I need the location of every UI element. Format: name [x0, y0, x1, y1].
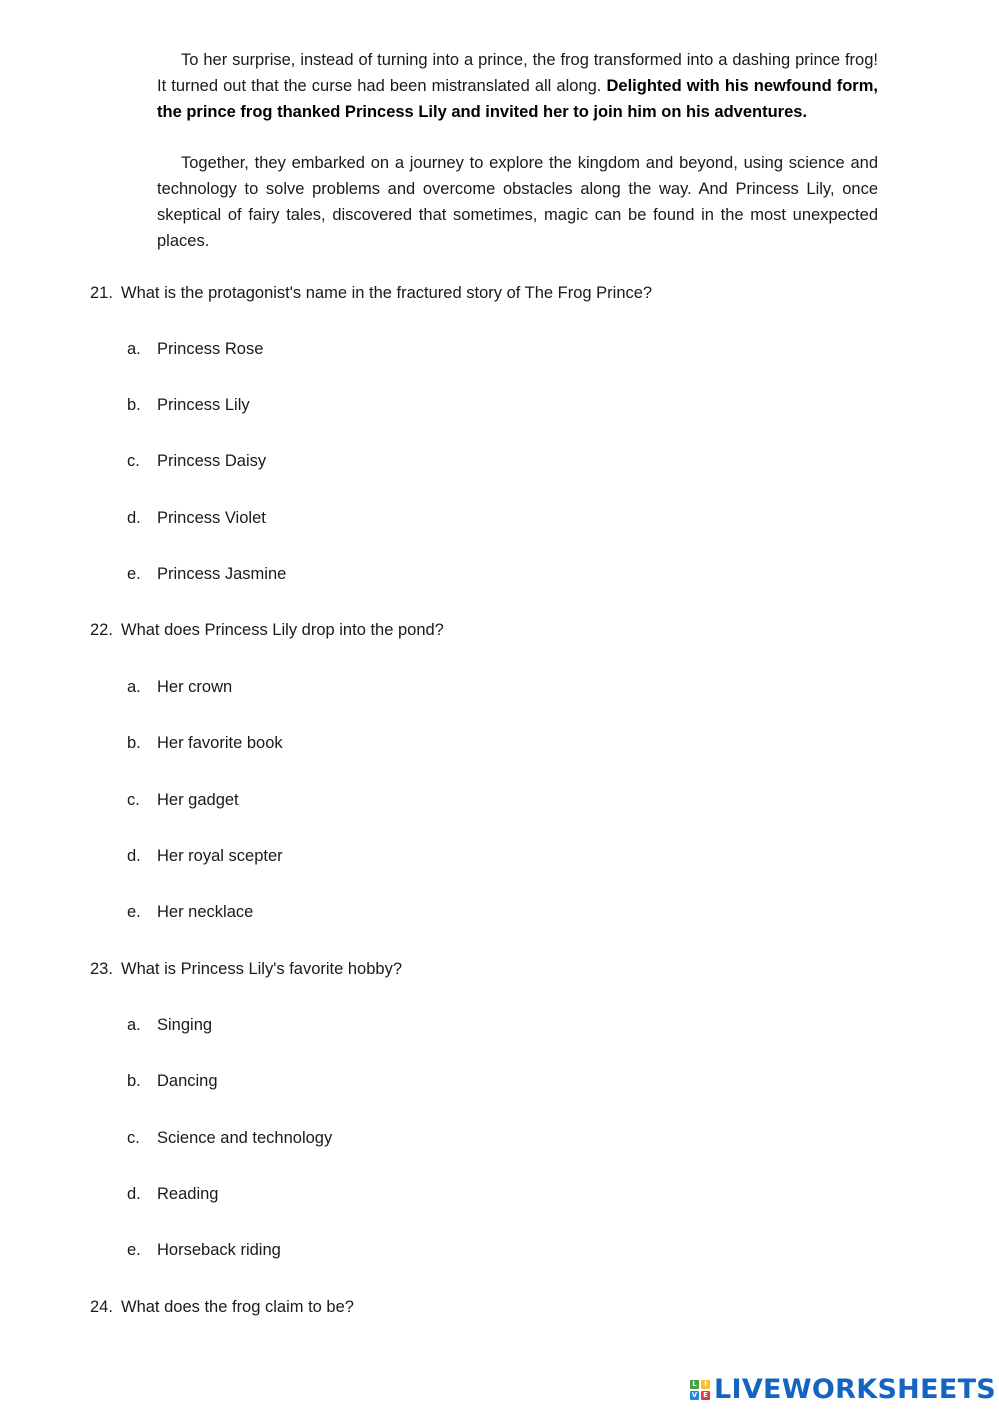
option-text: Her royal scepter [157, 847, 283, 865]
option-letter: d. [127, 509, 141, 527]
story-paragraph-1-bold: Delighted with his newfound form, the prince frog thanked Princess Lily and invited her to join him on his adventures. [157, 77, 878, 121]
option-letter: a. [127, 678, 141, 696]
option-text: Princess Jasmine [157, 565, 287, 583]
q22-option-e[interactable] [127, 901, 253, 923]
option-text: Her necklace [157, 903, 254, 921]
option-letter: b. [127, 734, 141, 752]
logo-letter-l: L [690, 1380, 699, 1389]
q21-option-e[interactable] [127, 563, 286, 585]
logo-letter-v: V [691, 1391, 698, 1399]
option-text: Princess Daisy [157, 452, 267, 470]
option-text: Horseback riding [157, 1241, 281, 1259]
option-text: Science and technology [157, 1129, 333, 1147]
question-23 [90, 958, 402, 980]
option-letter: c. [127, 1129, 140, 1147]
logo-letter-e: E [701, 1391, 710, 1400]
option-text: Singing [157, 1016, 213, 1034]
logo-letter-i: I [701, 1380, 710, 1389]
question-text: What does Princess Lily drop into the pond? [121, 621, 444, 639]
question-number: 23. [90, 960, 113, 978]
option-letter: d. [127, 1185, 141, 1203]
q21-option-d[interactable] [127, 507, 266, 529]
option-letter: c. [127, 791, 140, 809]
brand-name: LIVEWORKSHEETS [714, 1374, 997, 1405]
story-paragraph-1 [157, 47, 878, 125]
q21-option-c[interactable] [127, 450, 266, 472]
option-text: Her crown [157, 678, 233, 696]
story-paragraph-1-text: To her surprise, instead of turning into a prince, the frog transformed into a dashing prince frog! It turned out that the curse had been mistranslated all along. [157, 51, 878, 95]
q22-option-d[interactable] [127, 845, 283, 867]
option-text: Princess Rose [157, 340, 264, 358]
q23-option-d[interactable] [127, 1183, 218, 1205]
question-number: 21. [90, 284, 113, 302]
option-letter: b. [127, 396, 141, 414]
option-text: Reading [157, 1185, 219, 1203]
question-24 [90, 1296, 354, 1318]
liveworksheets-logo-icon [690, 1380, 710, 1400]
question-number: 22. [90, 621, 113, 639]
question-number: 24. [90, 1298, 113, 1316]
q23-option-c[interactable] [127, 1127, 332, 1149]
question-text: What does the frog claim to be? [121, 1298, 354, 1316]
option-text: Princess Lily [157, 396, 250, 414]
q23-option-e[interactable] [127, 1239, 281, 1261]
liveworksheets-brand [690, 1374, 996, 1406]
option-letter: a. [127, 1016, 141, 1034]
q21-option-b[interactable] [127, 394, 250, 416]
option-text: Her favorite book [157, 734, 283, 752]
option-letter: e. [127, 1241, 141, 1259]
q23-option-a[interactable] [127, 1014, 212, 1036]
option-text: Dancing [157, 1072, 218, 1090]
option-text: Her gadget [157, 791, 239, 809]
q22-option-a[interactable] [127, 676, 232, 698]
question-text: What is the protagonist's name in the fractured story of The Frog Prince? [121, 284, 653, 302]
option-letter: d. [127, 847, 141, 865]
option-text: Princess Violet [157, 509, 266, 527]
option-letter: c. [127, 452, 140, 470]
story-paragraph-2: Together, they embarked on a journey to explore the kingdom and beyond, using science and technology to solve problems and overcome obstacles along the way. And Princess Lily, once skeptical of fairy tales, discovered that sometimes, magic can be found in the most unexpected places. [157, 154, 878, 250]
q22-option-c[interactable] [127, 789, 239, 811]
q22-option-b[interactable] [127, 732, 283, 754]
option-letter: e. [127, 565, 141, 583]
q23-option-b[interactable] [127, 1070, 218, 1092]
option-letter: a. [127, 340, 141, 358]
question-text: What is Princess Lily's favorite hobby? [121, 960, 403, 978]
question-22 [90, 619, 444, 641]
option-letter: b. [127, 1072, 141, 1090]
q21-option-a[interactable] [127, 338, 263, 360]
question-21 [90, 282, 652, 304]
option-letter: e. [127, 903, 141, 921]
